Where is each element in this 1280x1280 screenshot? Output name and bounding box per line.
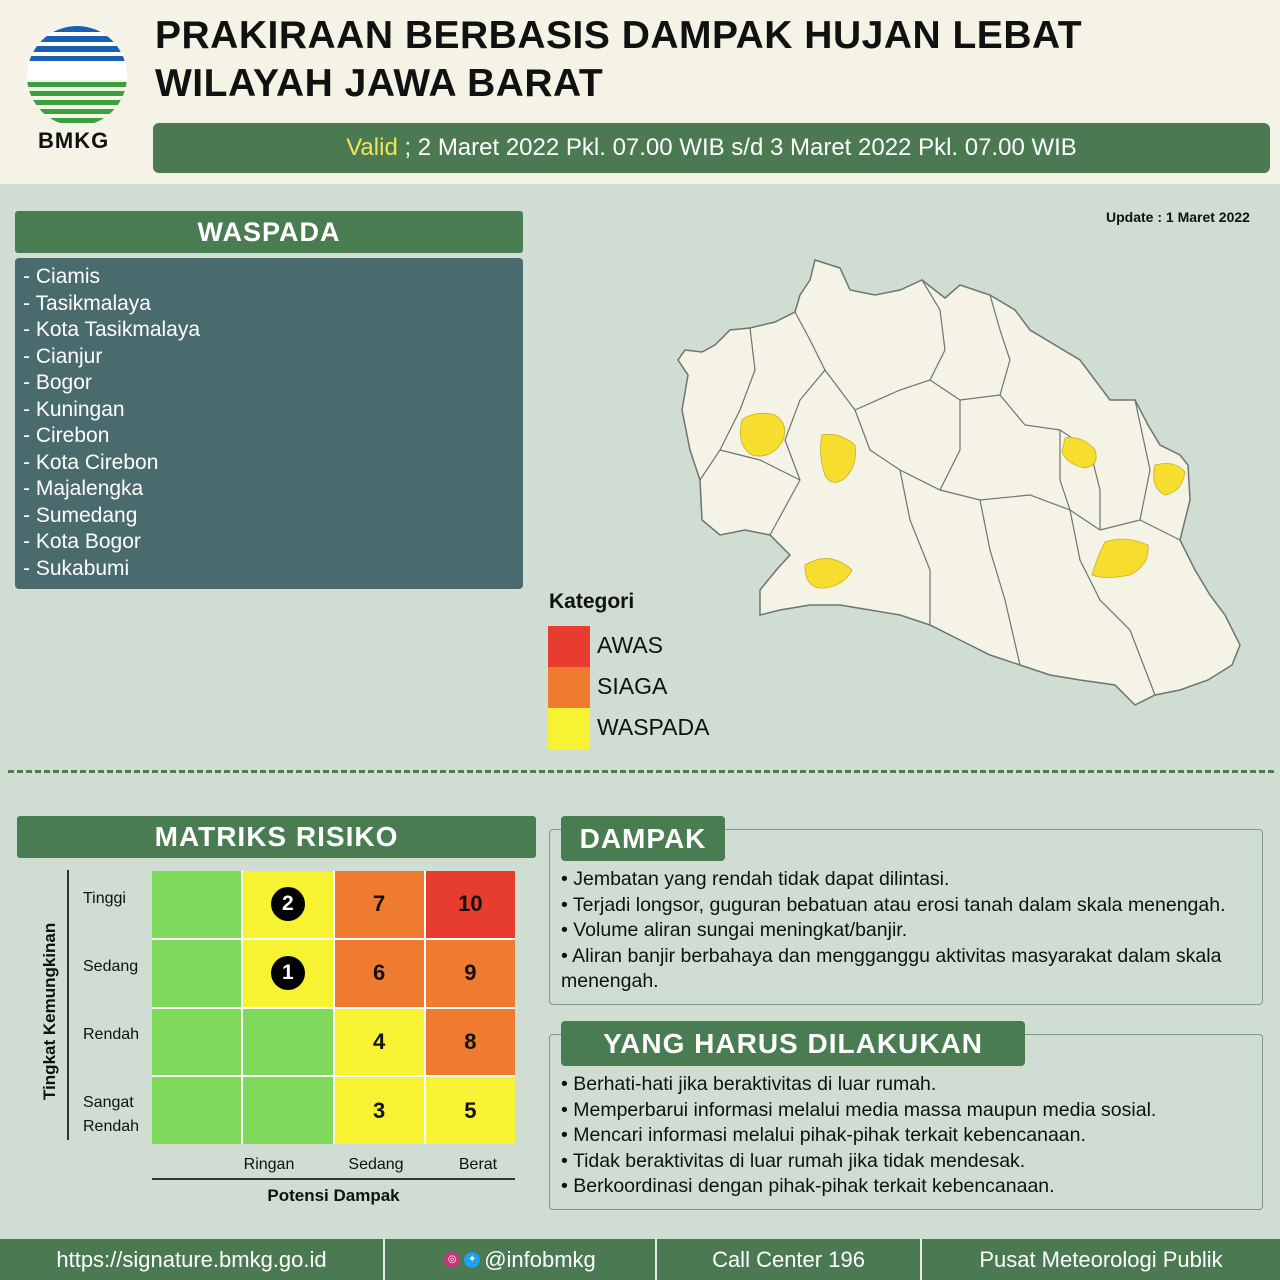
tindakan-list [561, 1072, 1251, 1200]
matrix-cell [335, 940, 424, 1007]
waspada-header: WASPADA [15, 211, 523, 253]
twitter-icon[interactable]: ✦ [464, 1252, 480, 1268]
update-date: Update : 1 Maret 2022 [1106, 209, 1250, 225]
dampak-item: • Jembatan yang rendah tidak dapat dilintasi. [561, 868, 950, 890]
matrix-value: 7 [373, 891, 386, 917]
footer-org: Pusat Meteorologi Publik [979, 1246, 1223, 1272]
tindakan-item: • Berhati-hati jika beraktivitas di luar rumah. [561, 1073, 937, 1095]
waspada-item: - Kuningan [23, 397, 125, 421]
matrix-cell [152, 1009, 241, 1076]
matrix-value: 10 [458, 891, 483, 917]
matrix-cell [335, 1009, 424, 1076]
valid-label: Valid [346, 134, 398, 161]
matrix-value: 8 [464, 1028, 477, 1054]
waspada-item: - Kota Cirebon [23, 450, 159, 474]
title-line-2: WILAYAH JAWA BARAT [155, 62, 604, 105]
legend-swatch-siaga [548, 667, 590, 709]
matrix-cell [426, 1009, 515, 1076]
matrix-cell [243, 940, 332, 1007]
waspada-item: - Tasikmalaya [23, 291, 151, 315]
waspada-item: - Kota Bogor [23, 530, 141, 553]
row-label-sangat: Sangat [83, 1094, 134, 1111]
section-divider [8, 770, 1274, 773]
header [0, 0, 1280, 184]
waspada-item: - Majalengka [23, 477, 144, 500]
legend-swatch-waspada [548, 708, 590, 750]
matrix-marker: 1 [271, 956, 305, 990]
row-label-sedang: Sedang [83, 958, 139, 975]
legend-title: Kategori [549, 590, 635, 613]
matrix-cell [243, 1077, 332, 1144]
matrix-cell [152, 940, 241, 1007]
y-axis-title: Tingkat Kemungkinan [40, 922, 59, 1100]
risk-matrix [152, 871, 515, 1144]
matrix-value: 3 [373, 1097, 386, 1123]
page-title [155, 12, 1082, 108]
waspada-list [15, 258, 523, 589]
matrix-cell [243, 1009, 332, 1076]
matrix-value: 4 [373, 1028, 386, 1054]
matrix-value: 5 [464, 1097, 477, 1123]
row-label-sangat-rendah: Rendah [83, 1118, 140, 1135]
col-label-sedang: Sedang [348, 1156, 404, 1173]
legend-label-waspada: WASPADA [597, 714, 710, 740]
jawa-barat-map [660, 250, 1260, 720]
legend-label-siaga: SIAGA [597, 673, 668, 699]
dampak-item: • Volume aliran sungai meningkat/banjir. [561, 919, 908, 941]
row-label-tinggi: Tinggi [83, 890, 126, 907]
waspada-item: - Kota Tasikmalaya [23, 318, 201, 341]
waspada-item: - Ciamis [23, 265, 100, 288]
footer-website-link[interactable]: https://signature.bmkg.go.id [0, 1239, 385, 1280]
matrix-cell [335, 871, 424, 938]
matrix-cell [152, 871, 241, 938]
tindakan-header: YANG HARUS DILAKUKAN [561, 1021, 1025, 1066]
footer-social[interactable] [385, 1239, 657, 1280]
tindakan-item: • Memperbarui informasi melalui media massa maupun media sosial. [561, 1098, 1157, 1121]
matrix-cell [426, 940, 515, 1007]
row-label-rendah: Rendah [83, 1026, 140, 1043]
footer-call-center: Call Center 196 [657, 1239, 922, 1280]
matrix-cell [426, 871, 515, 938]
matrix-cell [426, 1077, 515, 1144]
tindakan-item: • Berkoordinasi dengan pihak-pihak terkait kebencanaan. [561, 1175, 1055, 1197]
tindakan-item: • Tidak beraktivitas di luar rumah jika tidak mendesak. [561, 1149, 1026, 1172]
dampak-item: • Aliran banjir berbahaya dan mengganggu aktivitas masyarakat dalam skala menengah. [561, 944, 1222, 992]
matrix-cell [335, 1077, 424, 1144]
waspada-item: - Sukabumi [23, 556, 130, 580]
tindakan-item: • Mencari informasi melalui pihak-pihak terkait kebencanaan. [561, 1124, 1086, 1146]
waspada-item: - Sumedang [23, 503, 138, 527]
x-axis-title: Potensi Dampak [267, 1186, 400, 1205]
waspada-item: - Cianjur [23, 344, 103, 368]
legend-label-awas: AWAS [597, 632, 664, 658]
valid-period: ; 2 Maret 2022 Pkl. 07.00 WIB s/d 3 Maret 2022 Pkl. 07.00 WIB [397, 134, 1077, 161]
matrix-cell [243, 871, 332, 938]
dampak-list [561, 867, 1251, 995]
dampak-item: • Terjadi longsor, guguran bebatuan atau erosi tanah dalam skala menengah. [561, 893, 1226, 916]
matrix-marker: 2 [271, 887, 305, 921]
matrix-cell [152, 1077, 241, 1144]
col-label-berat: Berat [458, 1156, 498, 1173]
waspada-item: - Cirebon [23, 424, 110, 447]
x-axis-line [152, 1178, 515, 1180]
social-handle: @infobmkg [484, 1246, 596, 1272]
col-label-ringan: Ringan [243, 1156, 295, 1173]
footer [0, 1239, 1280, 1280]
matriks-header: MATRIKS RISIKO [17, 816, 536, 858]
instagram-icon[interactable]: ◎ [444, 1252, 460, 1268]
validity-bar [153, 123, 1270, 173]
waspada-item: - Bogor [23, 371, 92, 394]
matrix-value: 6 [373, 960, 386, 986]
legend-swatch-awas [548, 626, 590, 668]
title-line-1: PRAKIRAAN BERBASIS DAMPAK HUJAN LEBAT [155, 14, 1083, 57]
dampak-header: DAMPAK [561, 816, 725, 861]
y-axis-line [67, 870, 69, 1140]
matrix-value: 9 [464, 960, 477, 986]
logo-text: BMKG [38, 128, 110, 153]
